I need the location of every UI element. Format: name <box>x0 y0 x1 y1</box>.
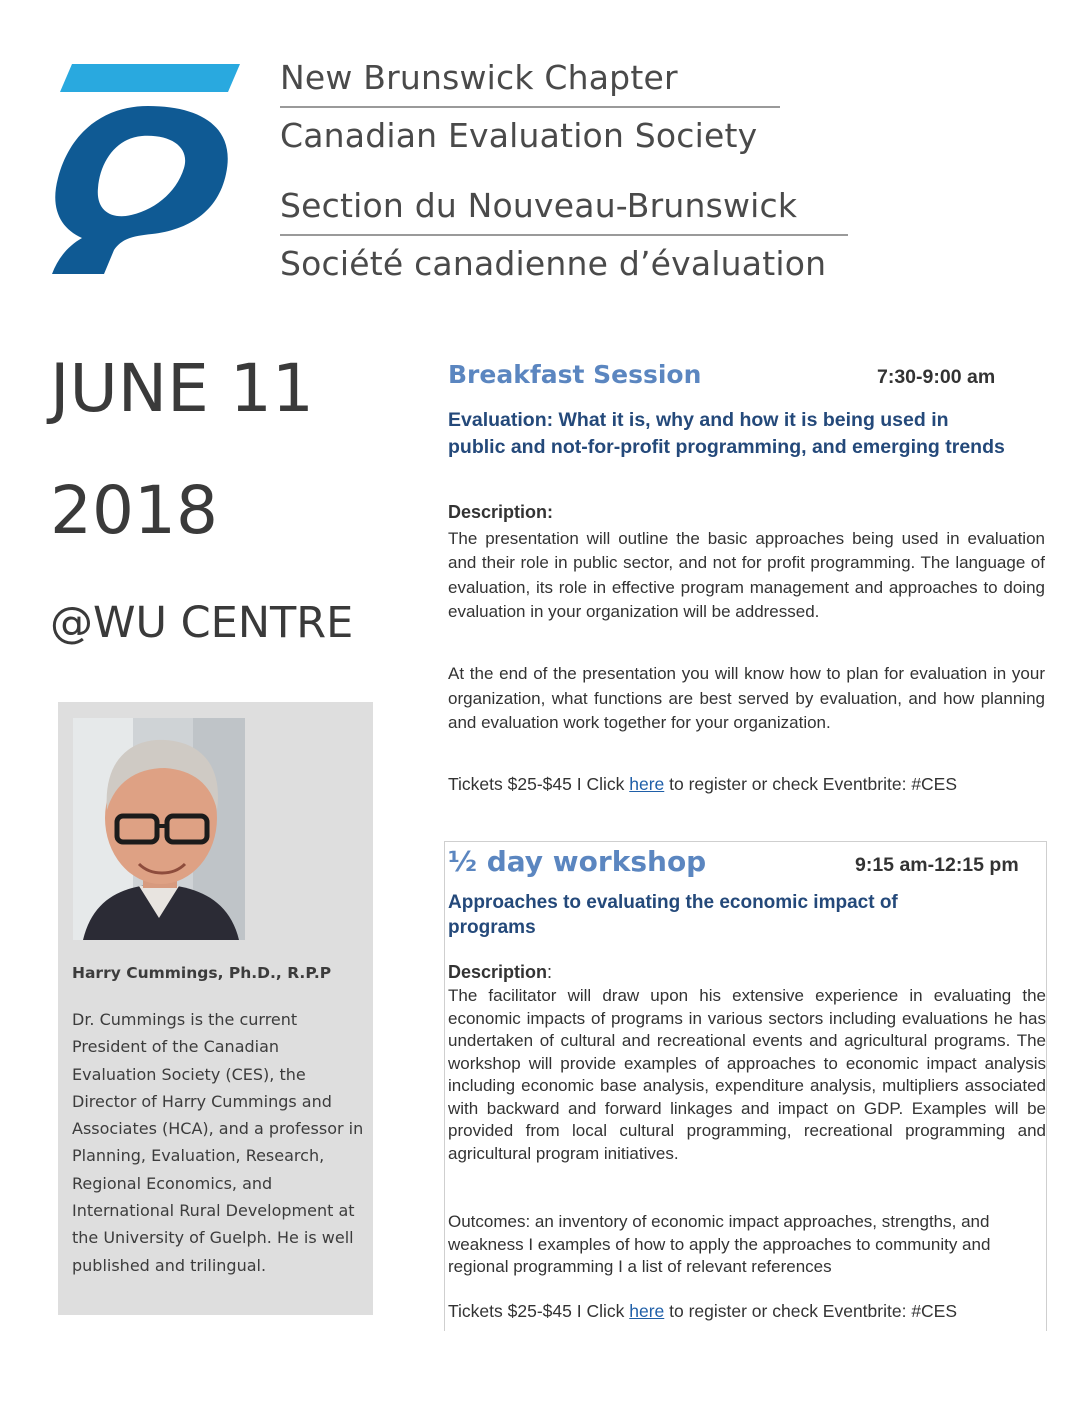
speaker-bio-panel <box>58 702 373 1315</box>
ces-logo-icon <box>52 62 244 280</box>
register-link[interactable]: here <box>629 774 665 794</box>
workshop-tickets <box>448 1301 957 1322</box>
breakfast-session-title: Breakfast Session <box>448 360 702 389</box>
breakfast-description-paragraph: The presentation will outline the basic approaches being used in evaluation and their role in public sector, and not for profit programming. The language of evaluation, its role in effective program management and approaches to doing evaluation in your organization will be addressed. <box>448 529 1045 621</box>
workshop-time: 9:15 am-12:15 pm <box>855 854 1019 876</box>
breakfast-session-time: 7:30-9:00 am <box>877 366 996 388</box>
divider <box>280 106 780 108</box>
breakfast-session-subtitle: Evaluation: What it is, why and how it is being used in public and not-for-profit programming, and emerging trends <box>448 409 1005 458</box>
event-venue: @WU CENTRE <box>50 598 354 648</box>
event-date-month-day: JUNE 11 <box>50 350 314 427</box>
description-label-text: Description <box>448 962 548 982</box>
workshop-outcomes-paragraph: Outcomes: an inventory of economic impact approaches, strengths, and weakness I examples of how to apply the approaches to community and regional programming I a list of relevant references <box>448 1212 991 1276</box>
workshop-title: ½ day workshop <box>448 845 707 878</box>
speaker-portrait-icon <box>73 718 245 940</box>
speaker-name: Harry Cummings, Ph.D., R.P.P <box>72 964 332 982</box>
tickets-text: to register or check Eventbrite: #CES <box>664 774 958 794</box>
event-date-year: 2018 <box>50 472 218 549</box>
breakfast-outcomes-paragraph: At the end of the presentation you will know how to plan for evaluation in your organization, what functions are best served by evaluation, and how planning and evaluation work together for your organization. <box>448 664 1045 733</box>
divider <box>280 234 848 236</box>
workshop-subtitle: Approaches to evaluating the economic impact of programs <box>448 892 898 938</box>
tickets-text: to register or check Eventbrite: #CES <box>664 1301 958 1321</box>
register-link[interactable]: here <box>629 1301 665 1321</box>
breakfast-tickets <box>448 774 957 795</box>
org-name-en-chapter: New Brunswick Chapter <box>280 58 678 97</box>
org-name-fr-society: Société canadienne d’évaluation <box>280 244 827 283</box>
speaker-bio: Dr. Cummings is the current President of the Canadian Evaluation Society (CES), the Director of Harry Cummings and Associates (HCA), and a professor in Planning, Evaluation, Research, Regional Economics, and International Rural Development at the University of Guelph. He is well published and trilingual. <box>72 1010 364 1275</box>
org-name-fr-chapter: Section du Nouveau-Brunswick <box>280 186 798 225</box>
tickets-text: Tickets $25-$45 I Click <box>448 1301 630 1321</box>
breakfast-description-label: Description: <box>448 502 554 522</box>
description-label-colon: : <box>547 962 553 982</box>
org-name-en-society: Canadian Evaluation Society <box>280 116 758 155</box>
workshop-description-label <box>448 962 552 983</box>
tickets-text: Tickets $25-$45 I Click <box>448 774 630 794</box>
workshop-description-paragraph: The facilitator will draw upon his extensive experience in evaluating the economic impacts of programs in various sectors including evaluations he has undertaken of cultural and recreational events and agricultural programs. The workshop will provide examples of approaches to economic impact analysis including economic base analysis, expenditure analysis, multipliers associated with backward and forward linkages and impact on GDP. Examples will be provided from local cultural programming, recreational programming and agricultural program initiatives. <box>448 986 1046 1163</box>
